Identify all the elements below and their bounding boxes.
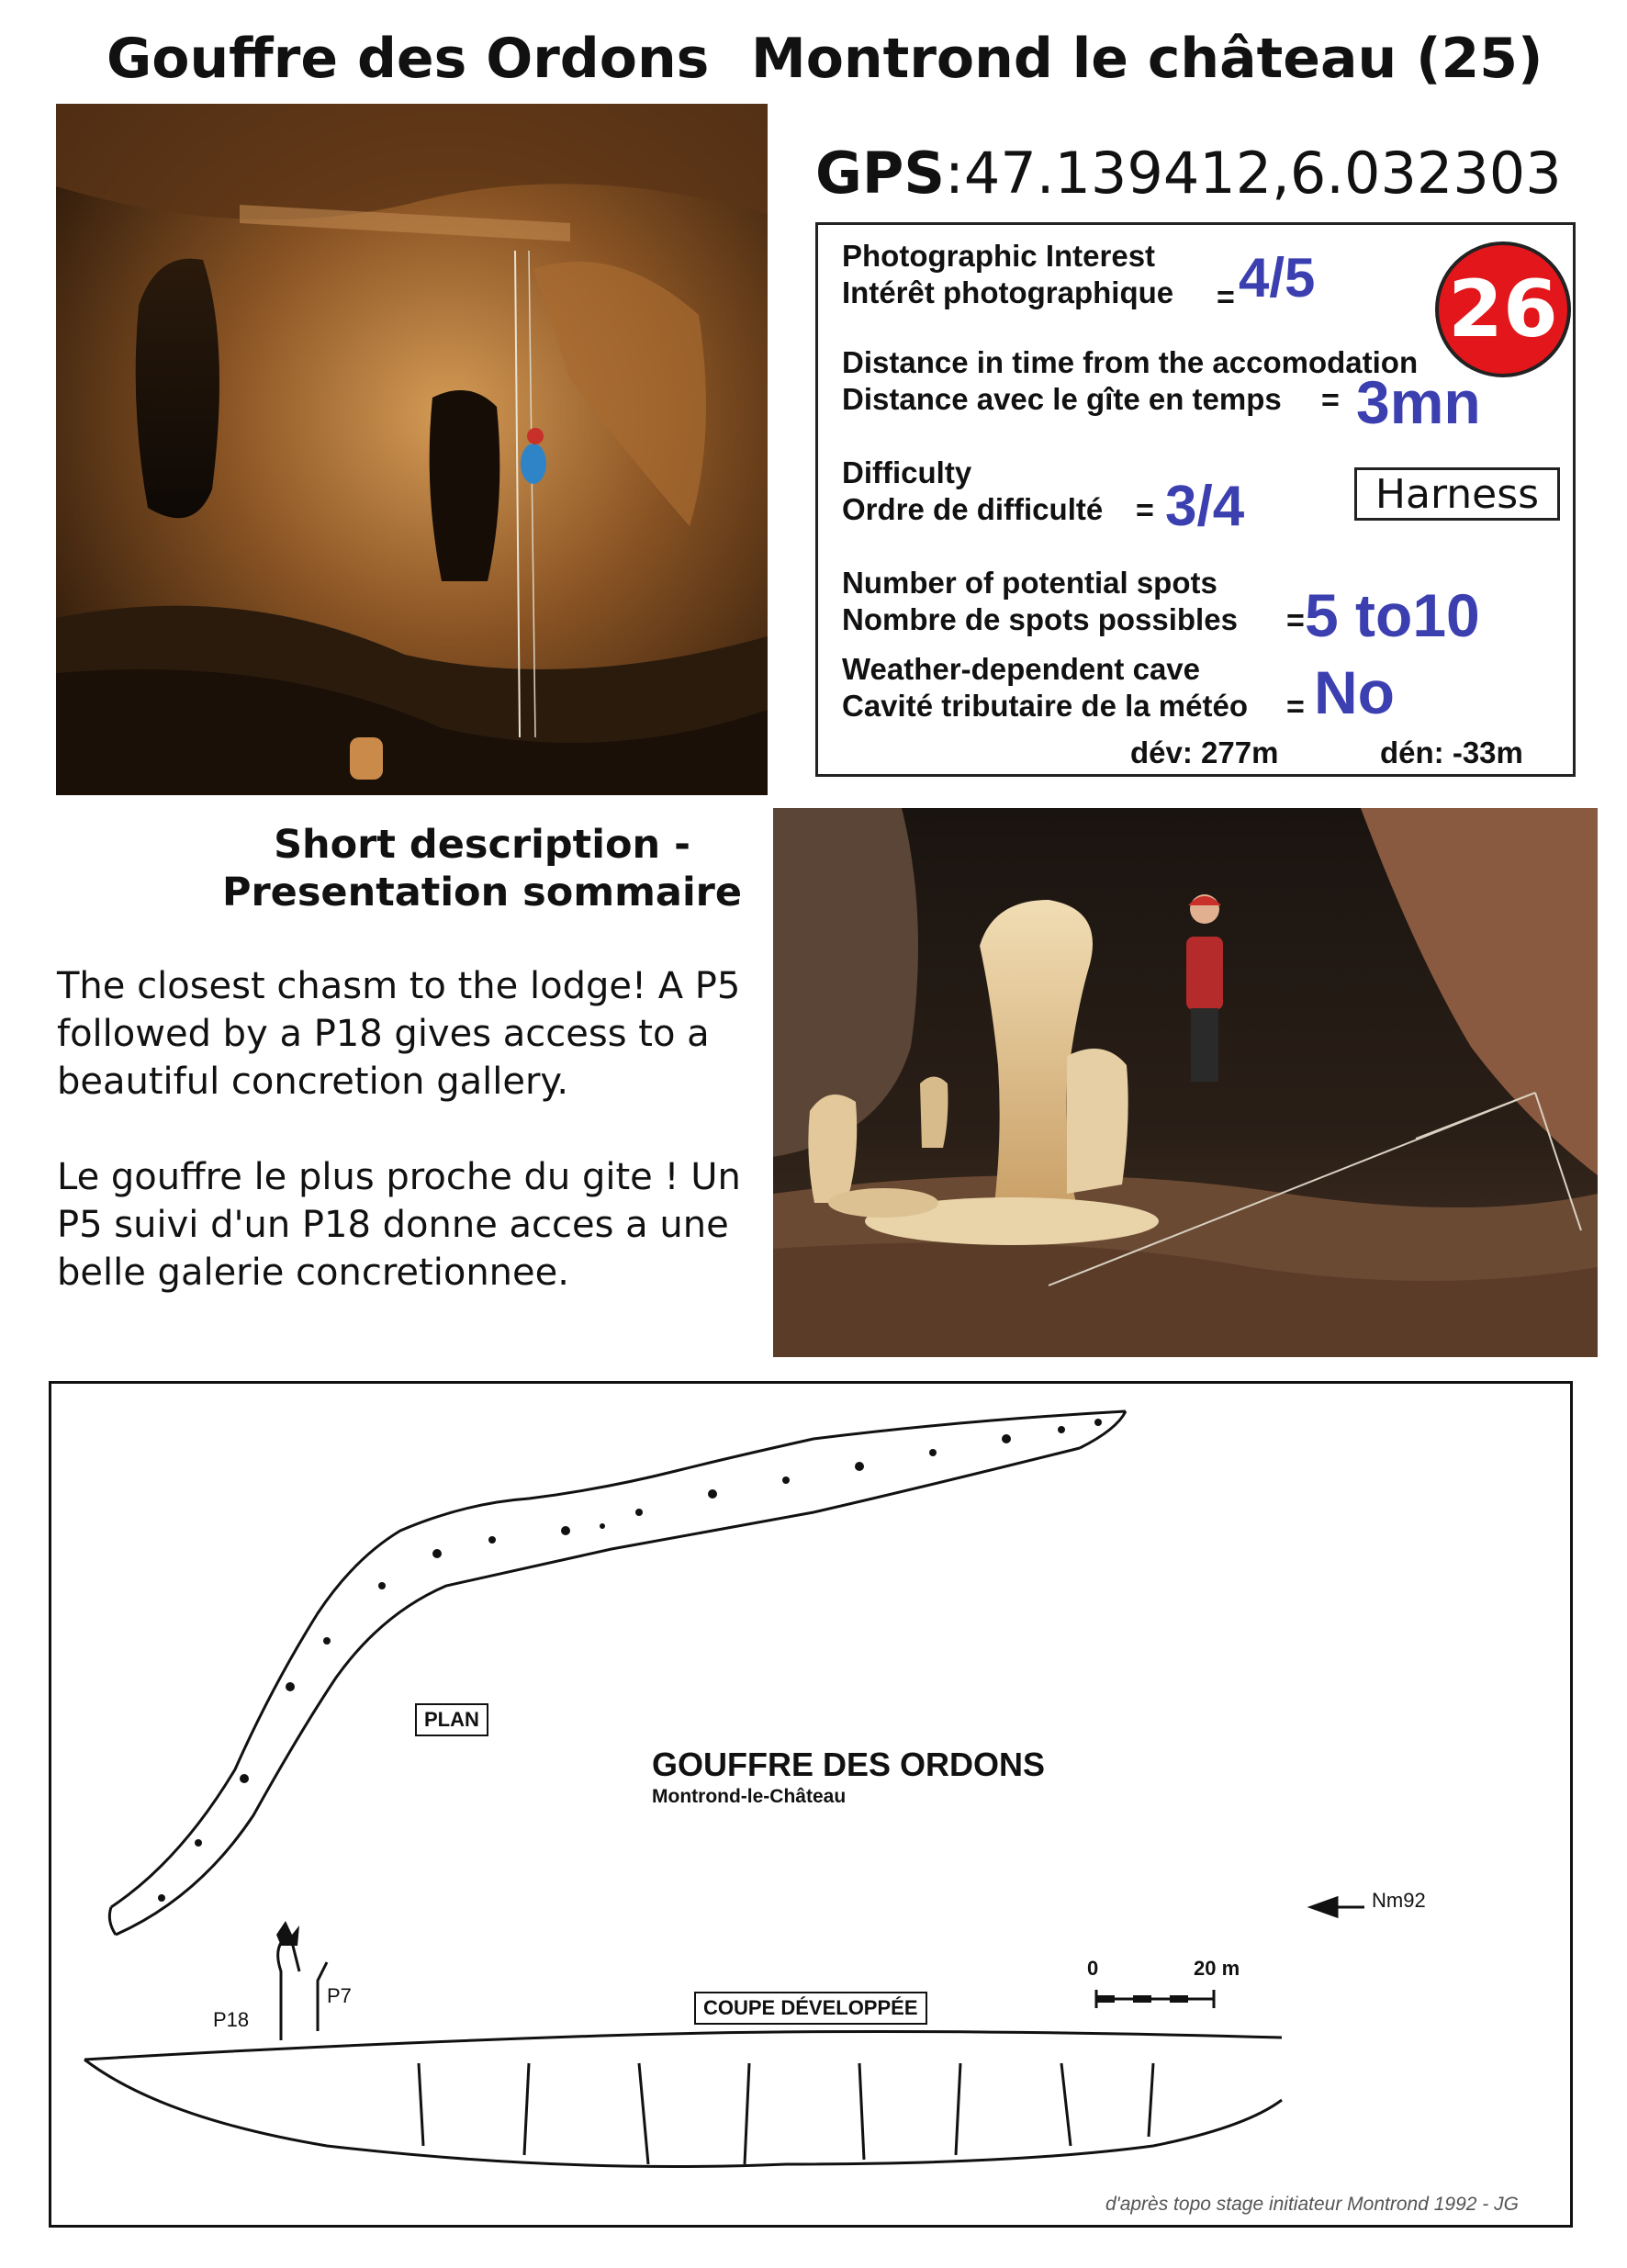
survey-title: GOUFFRE DES ORDONS bbox=[652, 1746, 1046, 1783]
description-heading-en: Short description - bbox=[274, 822, 690, 868]
cave-number-badge: 26 bbox=[1435, 241, 1571, 377]
description-heading-fr: Presentation sommaire bbox=[221, 870, 743, 915]
spots-label-fr: Nombre de spots possibles bbox=[842, 602, 1238, 636]
cave-survey-map bbox=[49, 1381, 1573, 2228]
development-length: dév: 277m bbox=[1130, 735, 1279, 769]
distance-label-fr: Distance avec le gîte en temps bbox=[842, 382, 1282, 416]
description-text-en: The closest chasm to the lodge! A P5 followed by a P18 gives access to a beautiful concretion gallery. bbox=[57, 965, 741, 1103]
difficulty-label-fr: Ordre de difficulté bbox=[842, 492, 1104, 526]
description-text-fr: Le gouffre le plus proche du gite ! Un P5 suivi d'un P18 donne acces a une belle galerie concretionnee. bbox=[57, 1156, 741, 1294]
concretion-gallery-photo bbox=[773, 808, 1598, 1357]
scale-zero: 0 bbox=[1087, 1957, 1099, 1980]
weather-label-fr: Cavité tributaire de la météo bbox=[842, 689, 1248, 723]
survey-subtitle: Montrond-le-Château bbox=[652, 1786, 847, 1807]
weather-label-en: Weather-dependent cave bbox=[842, 652, 1201, 686]
north-label: Nm92 bbox=[1372, 1889, 1426, 1912]
gps-label: GPS bbox=[815, 140, 945, 207]
difficulty-label-en: Difficulty bbox=[842, 455, 972, 489]
cave-rope-photo bbox=[56, 104, 768, 795]
section-view-label: COUPE DÉVELOPPÉE bbox=[694, 1992, 927, 2025]
photo-interest-value: 4/5 bbox=[1239, 247, 1316, 309]
distance-equals: = bbox=[1321, 383, 1340, 418]
survey-credit: d'après topo stage initiateur Montrond 1992 - JG bbox=[1105, 2194, 1519, 2215]
scale-end: 20 m bbox=[1194, 1957, 1240, 1980]
weather-value: No bbox=[1314, 658, 1395, 726]
difficulty-equals: = bbox=[1136, 493, 1154, 528]
location-title: Montrond le château (25) bbox=[751, 27, 1543, 91]
spots-label-en: Number of potential spots bbox=[842, 566, 1217, 600]
distance-value: 3mn bbox=[1356, 368, 1481, 436]
plan-view-label: PLAN bbox=[415, 1703, 488, 1736]
gps-coordinates bbox=[815, 140, 1562, 207]
description-heading bbox=[174, 821, 790, 916]
difficulty-value: 3/4 bbox=[1165, 475, 1245, 538]
gps-value: :47.139412,6.032303 bbox=[944, 140, 1562, 207]
photo-interest-label-fr: Intérêt photographique bbox=[842, 275, 1174, 309]
photo-interest-label-en: Photographic Interest bbox=[842, 239, 1156, 273]
equipment-label: Harness bbox=[1354, 467, 1560, 521]
spots-equals: = bbox=[1286, 603, 1305, 638]
pitch-p7-label: P7 bbox=[327, 1984, 352, 2007]
distance-label-en: Distance in time from the accomodation bbox=[842, 345, 1419, 379]
depth: dén: -33m bbox=[1380, 735, 1523, 769]
photo-interest-equals: = bbox=[1217, 280, 1235, 315]
weather-equals: = bbox=[1286, 690, 1305, 724]
cave-info-panel bbox=[815, 222, 1576, 777]
pitch-p18-label: P18 bbox=[213, 2008, 250, 2031]
page-title: Gouffre des Ordons bbox=[107, 27, 710, 91]
spots-value: 5 to10 bbox=[1305, 581, 1480, 649]
